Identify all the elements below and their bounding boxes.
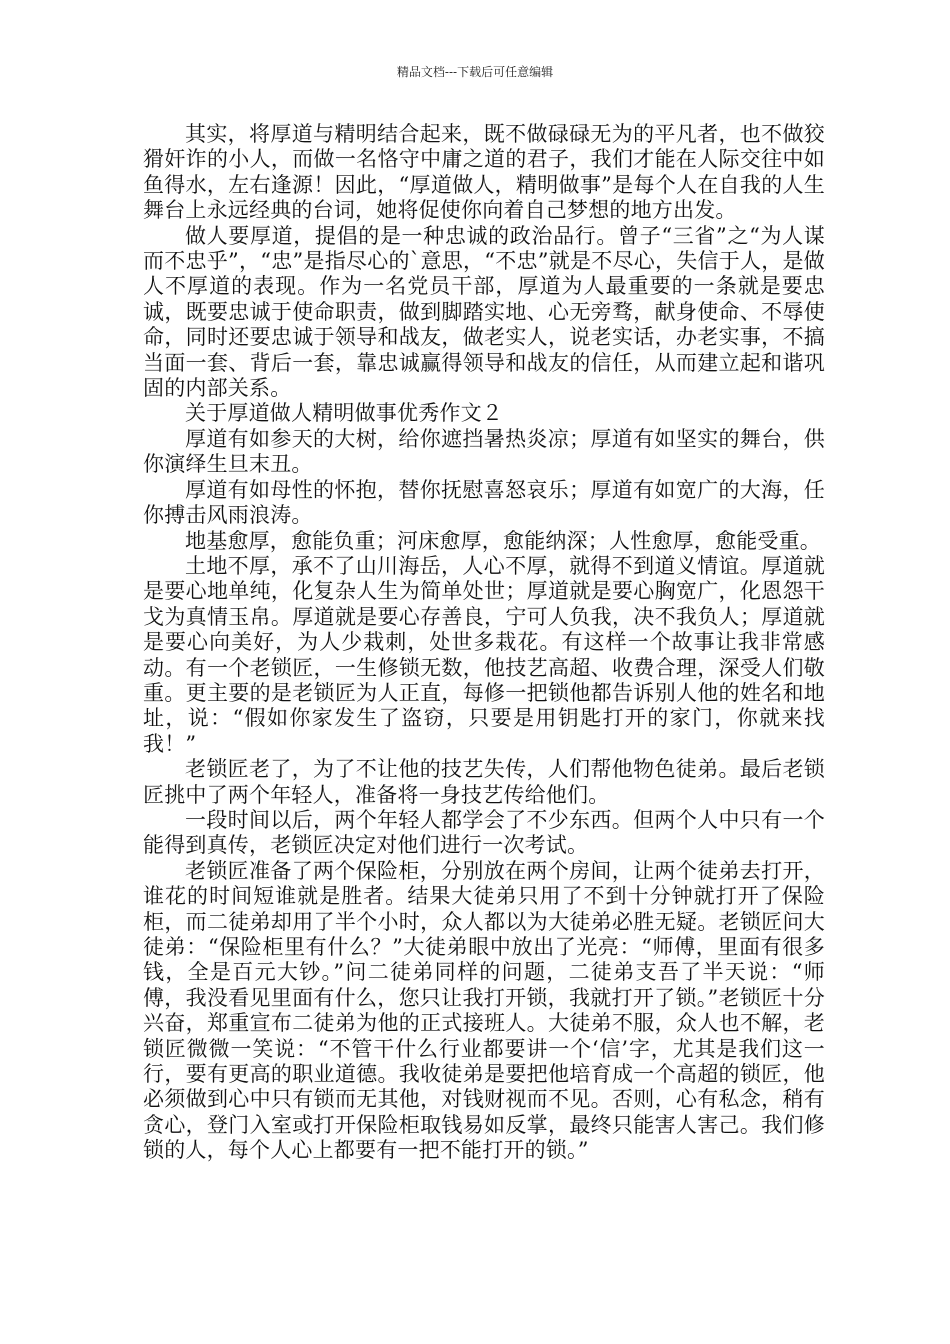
paragraph-apprentices-exam: 一段时间以后，两个年轻人都学会了不少东西。但两个人中只有一个能得到真传，老锁匠决定对他们进行一次考试。 bbox=[143, 807, 825, 858]
paragraph-embrace-sea: 厚道有如母性的怀抱，替你抚慰喜怒哀乐；厚道有如宽广的大海，任你搏击风雨浪涛。 bbox=[143, 477, 825, 528]
paragraph-thick-and-shrewd: 其实，将厚道与精明结合起来，既不做碌碌无为的平凡者，也不做狡猾奸诈的小人，而做一名恪守中庸之道的君子，我们才能在人际交往中如鱼得水，左右逢源！因此，“厚道做人，精明做事”是每个人在自我的人生舞台上永远经典的台词，她将促使你向着自己梦想的地方出发。 bbox=[143, 122, 825, 223]
document-body bbox=[143, 122, 825, 1164]
essay-title: 关于厚道做人精明做事优秀作文２ bbox=[185, 401, 503, 426]
paragraph-locksmith-old: 老锁匠老了，为了不让他的技艺失传，人们帮他物色徒弟。最后老锁匠挑中了两个年轻人，准备将一身技艺传给他们。 bbox=[143, 757, 825, 807]
page-header: 精品文档---下载后可任意编辑 bbox=[396, 65, 554, 79]
paragraph-tree-stage: 厚道有如参天的大树，给你遮挡暑热炎凉；厚道有如坚实的舞台，供你演绎生旦末丑。 bbox=[143, 426, 825, 477]
paragraph-locksmith-story: 土地不厚，承不了山川海岳，人心不厚，就得不到道义情谊。厚道就是要心地单纯，化复杂人生为简单处世；厚道就是要心胸宽广，化恩怨干戈为真情玉帛。厚道就是要心存善良，宁可人负我，决不我负人；厚道就是要心向美好，为人少栽刺，处世多栽花。有这样一个故事让我非常感动。有一个老锁匠，一生修锁无数，他技艺高超、收费合理，深受人们敬重。更主要的是老锁匠为人正直，每修一把锁他都告诉别人他的姓名和地址，说：“假如你家发生了盗窃，只要是用钥匙打开的家门，你就来找我！” bbox=[143, 553, 825, 756]
paragraph-safe-test: 老锁匠准备了两个保险柜，分别放在两个房间，让两个徒弟去打开，谁花的时间短谁就是胜者。结果大徒弟只用了不到十分钟就打开了保险柜，而二徒弟却用了半个小时，众人都以为大徒弟必胜无疑。老锁匠问大徒弟：“保险柜里有什么？”大徒弟眼中放出了光亮：“师傅，里面有很多钱，全是百元大钞。”问二徒弟同样的问题，二徒弟支吾了半天说：“师傅，我没看见里面有什么，您只让我打开锁，我就打开了锁。”老锁匠十分兴奋，郑重宣布二徒弟为他的正式接班人。大徒弟不服，众人也不解，老锁匠微微一笑说：“不管干什么行业都要讲一个‘信’字，尤其是我们这一行，要有更高的职业道德。我收徒弟是要把他培育成一个高超的锁匠，他必须做到心中只有锁而无其他，对钱财视而不见。否则，心有私念，稍有贪心，登门入室或打开保险柜取钱易如反掌，最终只能害人害己。我们修锁的人，每个人心上都要有一把不能打开的锁。” bbox=[143, 858, 825, 1163]
paragraph-loyalty: 做人要厚道，提倡的是一种忠诚的政治品行。曾子“三省”之“为人谋而不忠乎”，“忠”是指尽心的`意思，“不忠”就是不尽心，失信于人，是做人不厚道的表现。作为一名党员干部，厚道为人最重要的一条就是要忠诚，既要忠诚于使命职责，做到脚踏实地、心无旁骛，献身使命、不辱使命，同时还要忠诚于领导和战友，做老实人，说老实话，办老实事，不搞当面一套、背后一套，靠忠诚赢得领导和战友的信任，从而建立起和谐巩固的内部关系。 bbox=[143, 223, 825, 401]
paragraph-foundation: 地基愈厚，愈能负重；河床愈厚，愈能纳深；人性愈厚，愈能受重。 bbox=[185, 528, 821, 553]
